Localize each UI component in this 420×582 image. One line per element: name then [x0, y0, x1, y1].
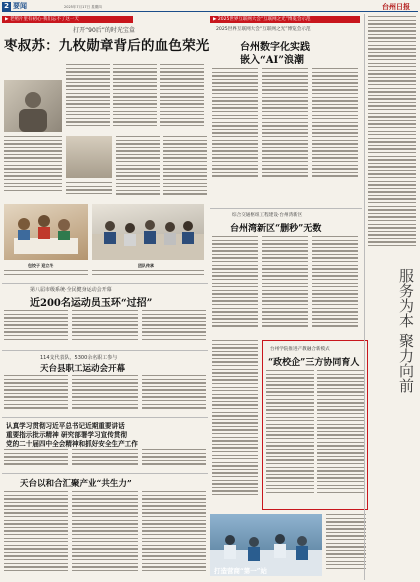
article-text-3: [160, 64, 204, 132]
workers-text-1: [4, 375, 68, 415]
boxed-text-1: [266, 370, 314, 506]
workers-kicker: 114支代表队、5300余名职工参与: [40, 355, 118, 361]
study-headline-3: 党的二十届四中全会精神和抓好安全生产工作: [6, 440, 138, 448]
article-text-5: [66, 182, 112, 200]
tiantai-text-1: [4, 491, 68, 579]
right-kicker: 2025世界互联网大会“互联网之光”博览会示范: [216, 27, 311, 32]
section-name: 要闻: [13, 2, 27, 10]
study-headline-2: 重要指示批示精神 研究部署学习宣传贯彻: [6, 431, 127, 439]
left-banner: ▶ 老照片里有初心·我们忘不了这一天: [2, 16, 133, 23]
portrait-figure: [4, 80, 62, 132]
tiantai-text-3: [142, 491, 206, 579]
bay-text-2: [262, 236, 308, 336]
right-headline-a: 台州数字化实践: [240, 42, 310, 53]
classroom-scene: [92, 204, 204, 260]
bay-text-1: [212, 236, 258, 336]
study-headline-1: 认真学习贯彻习近平总书记近期重要讲话: [6, 422, 125, 430]
article-text-6: [116, 136, 160, 200]
divider-2: [2, 350, 208, 351]
photo-team: [92, 204, 204, 260]
right-headline-b: 嵌入“AI”浪潮: [240, 55, 304, 66]
bay-headline: 台州湾新区“删秒”无数: [230, 224, 322, 234]
bay-text-3: [312, 236, 358, 336]
caption-team: 团队传承: [138, 263, 154, 268]
sports-headline: 近200名运动员玉环“过招”: [30, 298, 153, 309]
divider-5: [210, 208, 362, 209]
article-text-7: [163, 136, 207, 200]
portrait-photo: [4, 80, 62, 132]
divider-3: [2, 417, 208, 418]
bay-kicker: 综合交通枢纽工程建设·台州湾新区: [232, 213, 303, 218]
article-text-4: [4, 136, 62, 198]
date-line: 2025年7月17日 星期四: [64, 5, 102, 9]
right-banner: ▶ 2025世界互联网大会“互联网之光”博览会示范: [210, 16, 360, 23]
digital-text-1: [212, 68, 258, 186]
bottom-headline: 打造营商“第一”站: [214, 567, 267, 575]
article-text-2: [113, 64, 157, 132]
study-text-3: [142, 449, 206, 471]
sidebar-text: [368, 16, 416, 256]
dumplings-scene: [4, 204, 88, 260]
divider-4: [2, 473, 208, 474]
workers-text-3: [142, 375, 206, 415]
tiantai-text-2: [72, 491, 138, 579]
caption-text-1: [4, 270, 88, 280]
lower-left-text: [212, 340, 258, 510]
photo-dumplings: [4, 204, 88, 260]
left-headline: 枣叔苏：九枚勋章背后的血色荣光: [4, 38, 210, 54]
sports-text-3: [142, 310, 206, 348]
article-text-1: [66, 64, 110, 132]
inset-photo: [66, 136, 112, 178]
study-text-2: [72, 449, 138, 471]
sidebar-divider: [364, 14, 365, 580]
divider-1: [2, 283, 208, 284]
masthead: [2, 2, 418, 12]
digital-text-3: [312, 68, 358, 186]
boxed-text-2: [317, 370, 365, 506]
boxed-kicker: 台州学院推进产教融合新模式: [270, 347, 330, 352]
caption-dumplings: 包饺子 迎立冬: [28, 263, 54, 268]
calligraphy: 服务为本 聚力向前: [397, 268, 415, 393]
workers-text-2: [72, 375, 138, 415]
newspaper-logo: 台州日报: [382, 2, 410, 11]
page-number: 2: [2, 2, 11, 11]
boxed-headline: “政校企”三方协同育人: [268, 358, 360, 368]
sports-text-1: [4, 310, 68, 348]
sports-text-2: [72, 310, 138, 348]
digital-text-2: [262, 68, 308, 186]
sports-kicker: 第八届市级系统·全民健身运动会开幕: [30, 287, 112, 293]
left-kicker: 打开“90后”的时光宝盒: [73, 27, 135, 34]
workers-headline: 天台县职工运动会开幕: [40, 364, 126, 374]
caption-text-2: [92, 270, 204, 280]
tiantai-headline: 天台以和合汇聚产业“共生力”: [20, 479, 132, 489]
study-text-1: [4, 449, 68, 471]
bottom-right-text: [326, 514, 366, 576]
